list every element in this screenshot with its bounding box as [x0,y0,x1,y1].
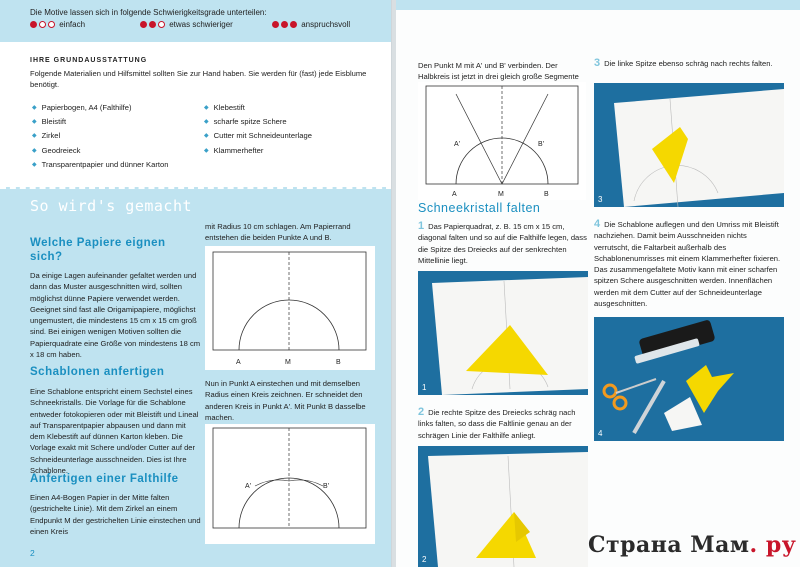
step-text: Die Schablone auflegen und den Umriss mit Bleistift nachziehen. Damit beim Ausschneiden nichts verrutscht, die Faltarbeit außerhalb des Schablonenumrisses mit einem Klammerhefter fixieren. Das zusammengefaltete Motiv kann mit einer scharfen spitzen Schere ausgeschnitten werden. Innenflächen werden mit dem Cutter auf der Schneideunterlage ausgeschnitten. [594,220,781,309]
level-label: etwas schwieriger [169,20,233,29]
subheading-fold-crystal: Schneekristall falten [418,201,541,215]
empty-dot-icon [39,21,46,28]
photo-step-3 [594,83,784,207]
point-a-label: A [236,359,241,366]
level-label: einfach [59,20,86,29]
filled-dot-icon [272,21,279,28]
equipment-intro: Folgende Materialien und Hilfsmittel sollten Sie zur Hand haben. Sie werden für (fast) jede Eisblume benötigt. [30,69,367,89]
photo-illustration [594,83,784,207]
empty-dot-icon [48,21,55,28]
text-folding-aid: Einen A4-Bogen Papier in der Mitte falten (gestrichelte Linie). Mit dem Zirkel an einem Endpunkt M der gestrichelten Linie einstechen und einen Kreis [30,493,201,536]
step-1 [418,221,590,266]
photo-step-2 [418,446,588,567]
step-number: 4 [594,218,601,230]
filled-dot-icon [140,21,147,28]
material-list-b [204,101,312,158]
list-item: ◆ Geodreieck [32,144,168,158]
stitched-divider [0,187,392,189]
list-item: ◆ Transparentpapier und dünner Karton [32,158,168,172]
step-text: Die rechte Spitze des Dreiecks schräg nach links falten, so dass die Faltlinie genau an der schrägen Linie der Falthilfe anliegt. [418,408,576,440]
photo-number: 3 [598,195,603,204]
point-m-label: M [498,191,504,198]
level-easy [30,20,85,29]
point-a-prime-label: A' [454,141,461,148]
list-item: ◆ Bleistift [32,115,168,129]
photo-illustration [418,446,588,567]
filled-dot-icon [149,21,156,28]
point-a-label: A [452,191,457,198]
step-text: Das Papierquadrat, z. B. 15 cm x 15 cm, diagonal falten und so auf die Falthilfe legen, dass die Spitze des Dreiecks auf der senkrechten Mittellinie liegt. [418,222,587,265]
heading-papers: Welche Papiere eignen sich? [30,237,166,263]
heading-folding-aid: Anfertigen einer Falthilfe [30,473,179,485]
diagram-segments [418,82,586,200]
material-list-a [32,101,168,172]
list-item: ◆ Klammerhefter [204,144,312,158]
photo-illustration [418,271,588,395]
list-item: ◆ Klebestift [204,101,312,115]
step-number: 3 [594,57,601,69]
point-b-prime-label: B' [323,483,330,490]
basic-equipment-section [0,45,392,187]
list-item: ◆ scharfe spitze Schere [204,115,312,129]
difficulty-band [0,0,392,42]
intersections-diagram [205,424,375,544]
text-papers: Da einige Lagen aufeinander gefaltet werden und dann das Muster ausgeschnitten wird, sollten möglichst dünne Papiere verwendet werden. Geeignet sind fast alle Origamipapiere, möglichst ungemustert, die mindestens 15 cm x 15 cm groß sind. Bei einigen wenigen Motiven sollten die Papierquadrate eine Größe von mindestens 18 cm x 18 cm haben. [30,271,201,360]
watermark-text: Страна Мам [588,532,750,558]
step-number: 1 [418,220,425,232]
list-item: ◆ Papierbogen, A4 (Falthilfe) [32,101,168,115]
photo-number: 2 [422,555,427,564]
step-number: 2 [418,406,425,418]
list-item: ◆ Zirkel [32,129,168,143]
point-a-prime-label: A' [245,483,252,490]
heading-templates: Schablonen anfertigen [30,366,165,378]
semicircle-diagram [205,246,375,370]
photo-step-1 [418,271,588,395]
equipment-title: IHRE GRUNDAUSSTATTUNG [30,57,148,64]
list-item: ◆ Cutter mit Schneideunterlage [204,129,312,143]
text-radius: mit Radius 10 cm schlagen. Am Papierrand entstehen die beiden Punkte A und B. [205,222,351,243]
step-3 [594,58,774,69]
page-title: So wird's gemacht [30,197,193,215]
filled-dot-icon [30,21,37,28]
step-text: Die linke Spitze ebenso schräg nach rechts falten. [604,59,773,68]
watermark-suffix: . ру [749,532,797,558]
point-b-label: B [544,191,549,198]
text-intersections: Nun in Punkt A einstechen und mit demselben Radius einen Kreis zeichnen. Er schneidet den anderen Kreis in Punkt A'. Mit Punkt B dasselbe machen. [205,379,366,422]
photo-step-4 [594,317,784,441]
difficulty-intro: Die Motive lassen sich in folgende Schwierigkeitsgrade unterteilen: [30,8,267,17]
photo-illustration [594,317,784,441]
step-2 [418,407,590,441]
step-4 [594,219,784,309]
level-medium [140,20,233,29]
filled-dot-icon [281,21,288,28]
photo-number: 4 [598,429,603,438]
left-page [0,0,392,567]
text-templates: Eine Schablone entspricht einem Sechstel eines Schneekristalls. Die Vorlage für die Schablone entweder fotokopieren oder mit Bleistift und Lineal auf Transparentpapier abpausen und dann mit dem Klebestift auf dünnen Karton kleben. Die Vorlage exakt mit Schere und/oder Cutter auf der Schneideunterlage ausschneiden. Dies ist Ihre Schablone. [30,387,199,476]
point-b-label: B [336,359,341,366]
level-label: anspruchsvoll [301,20,351,29]
photo-number: 1 [422,383,427,392]
filled-dot-icon [290,21,297,28]
diagram-intersections [205,424,375,544]
point-b-prime-label: B' [538,141,545,148]
page-number: 2 [30,548,35,558]
text-connect-points: Den Punkt M mit A' und B' verbinden. Der Halbkreis ist jetzt in drei gleich große Segmente [418,61,579,82]
site-watermark [588,532,796,558]
level-hard [272,20,350,29]
point-m-label: M [285,359,291,366]
right-top-band [396,0,800,10]
empty-dot-icon [158,21,165,28]
diagram-semicircle [205,246,375,370]
segments-diagram [418,82,586,200]
